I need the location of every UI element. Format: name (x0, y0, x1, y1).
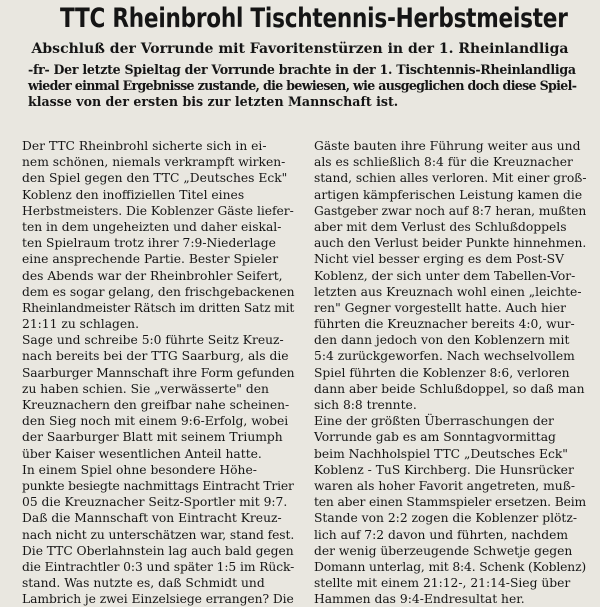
article-line: stand. Was nutzte es, daß Schmidt und (22, 576, 265, 591)
article-line: lich auf 7:2 davon und führten, nachdem (314, 527, 569, 542)
article-line: 21:11 zu schlagen. (22, 317, 140, 332)
article-line: der Saarburger Blatt mit seinem Triumph (22, 430, 283, 445)
article-line: ten Spielraum trotz ihrer 7:9-Niederlage (22, 236, 276, 251)
article-column-right (314, 138, 586, 607)
article-line: Spiel führten die Koblenzer 8:6, verloren (314, 365, 570, 380)
article-line: auch den Verlust beider Punkte hinnehmen. (314, 236, 587, 251)
article-line: waren als hoher Favorit angetreten, muß- (314, 478, 576, 493)
lead-line: wieder einmal Ergebnisse zustande, die bewiesen, wie ausgeglichen doch diese Spiel- (28, 78, 577, 93)
subheadline: Abschluß der Vorrunde mit Favoritenstürzen in der 1. Rheinlandliga (31, 41, 569, 57)
article-line: Vorrunde gab es am Sonntagvormittag (314, 430, 556, 445)
article-line: Gäste bauten ihre Führung weiter aus und (314, 139, 581, 153)
article-column-left (22, 138, 294, 607)
article-line: In einem Spiel ohne besondere Höhe- (22, 462, 257, 477)
article-line: Gastgeber zwar noch auf 8:7 heran, mußten (314, 203, 587, 218)
article-line: über Kaiser wesentlichen Anteil hatte. (22, 446, 262, 461)
article-line: zu haben schien. Sie „verwässerte" den (22, 381, 269, 396)
article-line: Nicht viel besser erging es dem Post-SV (314, 252, 564, 267)
headline: TTC Rheinbrohl Tischtennis-Herbstmeister (60, 3, 568, 34)
article-line: nach nicht zu unterschätzen war, stand fest. (22, 527, 295, 542)
article-line: Koblenz den inoffiziellen Titel eines (22, 187, 245, 202)
article-line: ren" Gegner vorgestellt hatte. Auch hier (314, 300, 566, 315)
lead-line: -fr- Der letzte Spieltag der Vorrunde brachte in der 1. Tischtennis-Rheinlandliga (28, 62, 576, 77)
article-line: die Eintrachtler 0:3 und später 1:5 im Rück- (22, 559, 295, 574)
article-line: Daß die Mannschaft von Eintracht Kreuz- (22, 511, 282, 526)
article-line: den dann jedoch von den Koblenzern mit (314, 333, 570, 348)
article-line: Die TTC Oberlahnstein lag auch bald gegen (22, 543, 294, 558)
lead-line: klasse von der ersten bis zur letzten Mannschaft ist. (28, 94, 399, 109)
article-line: aber mit dem Verlust des Schlußdoppels (314, 219, 567, 234)
article-line: den Spiel gegen den TTC „Deutsches Eck" (22, 171, 288, 186)
article-line: als es schließlich 8:4 für die Kreuznacher (314, 155, 573, 170)
article-line: Domann unterlag, mit 8:4. Schenk (Koblenz) (314, 559, 587, 574)
article-line: Saarburger Mannschaft ihre Form gefunden (22, 365, 295, 380)
article-line: der wenig überzeugende Schwetje gegen (314, 543, 573, 558)
article-line: Kreuznachern den greifbar nahe scheinen- (22, 398, 290, 412)
article-line: ten in dem ungeheizten und daher eiskal- (22, 219, 282, 234)
article-line: dann aber beide Schlußdoppel, so daß man (314, 381, 585, 396)
article-line: dem es sogar gelang, den frischgebackenen (22, 284, 295, 299)
article-line: beim Nachholspiel TTC „Deutsches Eck" (314, 446, 568, 461)
article-line: Sage und schreibe 5:0 führte Seitz Kreuz- (22, 333, 284, 348)
article-line: des Abends war der Rheinbrohler Seifert, (22, 268, 283, 283)
lead-paragraph (28, 62, 576, 110)
article-line: nach bereits bei der TTG Saarburg, als die (22, 349, 289, 364)
article-line: ten aber einen Stammspieler ersetzen. Beim (314, 495, 587, 510)
article-line: nem schönen, niemals verkrampft wirken- (22, 155, 286, 170)
article-line: artigen kämpferischen Leistung kamen die (314, 187, 583, 202)
article-line: letzten aus Kreuznach wohl einen „leichte- (314, 284, 582, 299)
article-line: 5:4 zurückgeworfen. Nach wechselvollem (314, 349, 575, 364)
article-line: eine ansprechende Partie. Bester Spieler (22, 252, 279, 267)
article-line: punkte besiegte nachmittags Eintracht Trier (22, 478, 294, 493)
article-line: Herbstmeisters. Die Koblenzer Gäste liefer- (22, 203, 294, 218)
article-line: stellte mit einem 21:12-, 21:14-Sieg über (314, 576, 571, 591)
article-line: Lambrich je zwei Einzelsiege errangen? Die (22, 592, 294, 607)
article-line: den Sieg noch mit einem 9:6-Erfolg, wobei (22, 414, 289, 429)
article-line: Stande von 2:2 zogen die Koblenzer plötz- (314, 511, 577, 526)
article-line: Der TTC Rheinbrohl sicherte sich in ei- (22, 139, 267, 153)
article-line: führten die Kreuznacher bereits 4:0, wur- (314, 317, 575, 332)
article-line: Koblenz - TuS Kirchberg. Die Hunsrücker (314, 462, 574, 477)
article-line: Eine der größten Überraschungen der (314, 414, 554, 429)
article-line: stand, schien alles verloren. Mit einer groß- (314, 171, 587, 186)
article-line: sich 8:8 trennte. (314, 398, 417, 412)
article-line: Hammen das 9:4-Endresultat her. (314, 592, 525, 607)
article-line: Rheinlandmeister Rätsch im dritten Satz mit (22, 300, 295, 315)
article-line: 05 die Kreuznacher Seitz-Sportler mit 9:7. (22, 495, 288, 510)
article-line: Koblenz, der sich unter dem Tabellen-Vor- (314, 268, 576, 283)
